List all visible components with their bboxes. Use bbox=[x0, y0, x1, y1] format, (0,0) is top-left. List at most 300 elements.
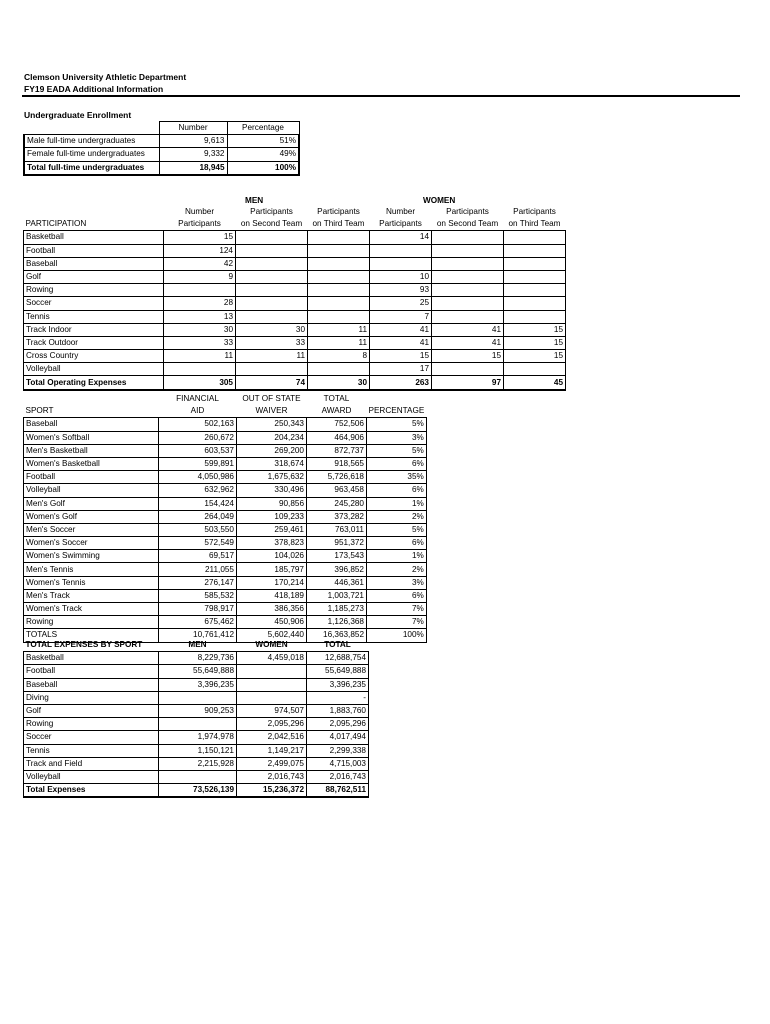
aid-value: 5% bbox=[367, 523, 427, 536]
expenses-value: 2,016,743 bbox=[237, 770, 307, 783]
participation-value: 97 bbox=[432, 376, 504, 390]
aid-row bbox=[24, 444, 427, 457]
aid-value: 7% bbox=[367, 616, 427, 629]
participation-sport: Track Outdoor bbox=[24, 336, 164, 349]
aid-value: 918,565 bbox=[307, 457, 367, 470]
enrollment-pct: 49% bbox=[227, 148, 299, 161]
aid-sport: Women's Soccer bbox=[24, 537, 159, 550]
aid-header-top bbox=[367, 393, 427, 405]
aid-value: 245,280 bbox=[307, 497, 367, 510]
expenses-value bbox=[159, 718, 237, 731]
participation-value bbox=[308, 310, 370, 323]
participation-value bbox=[308, 244, 370, 257]
aid-value: 1% bbox=[367, 497, 427, 510]
participation-sport: Total Operating Expenses bbox=[24, 376, 164, 390]
participation-value bbox=[432, 231, 504, 244]
aid-row bbox=[24, 418, 427, 431]
aid-value: 4,050,986 bbox=[159, 471, 237, 484]
blank-cell bbox=[24, 122, 159, 135]
participation-value: 15 bbox=[504, 350, 566, 363]
aid-sport: Football bbox=[24, 471, 159, 484]
expenses-value: 1,150,121 bbox=[159, 744, 237, 757]
participation-value bbox=[432, 244, 504, 257]
enrollment-label: Male full-time undergraduates bbox=[24, 135, 159, 148]
participation-sport: Cross Country bbox=[24, 350, 164, 363]
aid-sport: Women's Swimming bbox=[24, 550, 159, 563]
aid-value: 446,361 bbox=[307, 576, 367, 589]
participation-header-top: Participants bbox=[446, 207, 489, 217]
aid-value: 185,797 bbox=[237, 563, 307, 576]
expenses-header: WOMEN bbox=[255, 640, 288, 650]
participation-value bbox=[504, 257, 566, 270]
aid-value: 69,517 bbox=[159, 550, 237, 563]
expenses-header: TOTAL bbox=[324, 640, 351, 650]
participation-value bbox=[164, 363, 236, 376]
expenses-header: MEN bbox=[188, 640, 207, 650]
aid-sport: TOTALS bbox=[24, 629, 159, 642]
aid-value: 1,185,273 bbox=[307, 603, 367, 616]
enrollment-row bbox=[24, 161, 299, 175]
participation-value: 41 bbox=[370, 323, 432, 336]
aid-sport: Women's Tennis bbox=[24, 576, 159, 589]
report-title: Clemson University Athletic Department bbox=[24, 72, 187, 82]
participation-value bbox=[236, 257, 308, 270]
aid-value: 16,363,852 bbox=[307, 629, 367, 642]
aid-value: 373,282 bbox=[307, 510, 367, 523]
expenses-sport: Soccer bbox=[24, 731, 159, 744]
participation-value: 93 bbox=[370, 284, 432, 297]
aid-value: 632,962 bbox=[159, 484, 237, 497]
aid-value: 5% bbox=[367, 444, 427, 457]
participation-value bbox=[370, 244, 432, 257]
financial-aid-table bbox=[23, 393, 427, 643]
expenses-value: 1,883,760 bbox=[307, 704, 369, 717]
participation-sport: Track Indoor bbox=[24, 323, 164, 336]
aid-row bbox=[24, 431, 427, 444]
participation-value: 15 bbox=[504, 323, 566, 336]
expenses-value bbox=[159, 691, 237, 704]
participation-value: 30 bbox=[308, 376, 370, 390]
aid-value: 386,356 bbox=[237, 603, 307, 616]
aid-value: 951,372 bbox=[307, 537, 367, 550]
expenses-sport: Tennis bbox=[24, 744, 159, 757]
expenses-value bbox=[237, 678, 307, 691]
enrollment-number: 18,945 bbox=[159, 161, 227, 175]
aid-value: 963,458 bbox=[307, 484, 367, 497]
aid-value: 418,189 bbox=[237, 589, 307, 602]
enrollment-number: 9,332 bbox=[159, 148, 227, 161]
aid-sport: Baseball bbox=[24, 418, 159, 431]
report-subtitle: FY19 EADA Additional Information bbox=[24, 84, 164, 94]
expenses-value bbox=[159, 770, 237, 783]
participation-value: 30 bbox=[236, 323, 308, 336]
aid-header-top: TOTAL bbox=[323, 394, 350, 404]
participation-value: 30 bbox=[164, 323, 236, 336]
aid-header-bottom: AID bbox=[190, 406, 205, 416]
participation-row bbox=[24, 270, 566, 283]
participation-header-top: Participants bbox=[250, 207, 293, 217]
aid-row bbox=[24, 603, 427, 616]
expenses-value: 2,095,296 bbox=[307, 718, 369, 731]
participation-header-bottom: Participants bbox=[178, 219, 221, 229]
aid-value: 1% bbox=[367, 550, 427, 563]
expenses-value: 12,688,754 bbox=[307, 652, 369, 665]
participation-row bbox=[24, 350, 566, 363]
expenses-row bbox=[24, 691, 369, 704]
men-group-label: MEN bbox=[245, 196, 264, 205]
aid-value: 464,906 bbox=[307, 431, 367, 444]
aid-row bbox=[24, 510, 427, 523]
aid-value: 5% bbox=[367, 418, 427, 431]
expenses-row bbox=[24, 731, 369, 744]
expenses-value bbox=[237, 665, 307, 678]
expenses-row bbox=[24, 665, 369, 678]
aid-value: 872,737 bbox=[307, 444, 367, 457]
expenses-value: 2,215,928 bbox=[159, 757, 237, 770]
expenses-value: 909,253 bbox=[159, 704, 237, 717]
blank-cell bbox=[24, 206, 164, 218]
expenses-title: TOTAL EXPENSES BY SPORT bbox=[25, 640, 143, 650]
expenses-sport: Track and Field bbox=[24, 757, 159, 770]
expenses-value: 88,762,511 bbox=[307, 784, 369, 798]
aid-value: 450,906 bbox=[237, 616, 307, 629]
expenses-value: 4,459,018 bbox=[237, 652, 307, 665]
enrollment-number: 9,613 bbox=[159, 135, 227, 148]
aid-value: 276,147 bbox=[159, 576, 237, 589]
participation-row bbox=[24, 297, 566, 310]
expenses-value: 2,299,338 bbox=[307, 744, 369, 757]
aid-row bbox=[24, 589, 427, 602]
aid-title: SPORT bbox=[25, 406, 54, 416]
participation-value bbox=[504, 270, 566, 283]
participation-sport: Tennis bbox=[24, 310, 164, 323]
participation-header-bottom: Participants bbox=[379, 219, 422, 229]
participation-value bbox=[504, 310, 566, 323]
aid-row bbox=[24, 457, 427, 470]
aid-value: 5,602,440 bbox=[237, 629, 307, 642]
participation-value: 15 bbox=[164, 231, 236, 244]
aid-value: 104,026 bbox=[237, 550, 307, 563]
enrollment-header-row bbox=[24, 122, 299, 135]
participation-value: 41 bbox=[432, 323, 504, 336]
aid-value: 10,761,412 bbox=[159, 629, 237, 642]
participation-header-row-2 bbox=[24, 218, 566, 231]
aid-value: 6% bbox=[367, 484, 427, 497]
expenses-sport: Football bbox=[24, 665, 159, 678]
expenses-value: 2,095,296 bbox=[237, 718, 307, 731]
aid-sport: Men's Soccer bbox=[24, 523, 159, 536]
aid-value: 109,233 bbox=[237, 510, 307, 523]
aid-value: 2% bbox=[367, 563, 427, 576]
participation-title: PARTICIPATION bbox=[25, 219, 87, 229]
participation-value bbox=[504, 297, 566, 310]
expenses-value: 974,507 bbox=[237, 704, 307, 717]
participation-sport: Football bbox=[24, 244, 164, 257]
aid-value: 250,343 bbox=[237, 418, 307, 431]
participation-value bbox=[164, 284, 236, 297]
participation-value bbox=[308, 231, 370, 244]
expenses-value: 4,715,003 bbox=[307, 757, 369, 770]
expenses-row bbox=[24, 744, 369, 757]
participation-value: 15 bbox=[432, 350, 504, 363]
participation-header-bottom: on Second Team bbox=[436, 219, 499, 229]
aid-header-bottom: WAIVER bbox=[255, 406, 288, 416]
participation-value bbox=[432, 363, 504, 376]
participation-value: 74 bbox=[236, 376, 308, 390]
aid-sport: Rowing bbox=[24, 616, 159, 629]
aid-value: 6% bbox=[367, 589, 427, 602]
participation-value bbox=[504, 284, 566, 297]
aid-value: 763,011 bbox=[307, 523, 367, 536]
participation-value: 11 bbox=[308, 336, 370, 349]
participation-value: 13 bbox=[164, 310, 236, 323]
enrollment-pct: 51% bbox=[227, 135, 299, 148]
aid-value: 35% bbox=[367, 471, 427, 484]
participation-header-top: Number bbox=[385, 207, 416, 217]
participation-header-bottom: on Third Team bbox=[508, 219, 561, 229]
expenses-row bbox=[24, 718, 369, 731]
aid-value: 269,200 bbox=[237, 444, 307, 457]
aid-value: 675,462 bbox=[159, 616, 237, 629]
expenses-value: 2,042,516 bbox=[237, 731, 307, 744]
expenses-row bbox=[24, 784, 369, 798]
participation-value: 33 bbox=[164, 336, 236, 349]
aid-sport: Women's Basketball bbox=[24, 457, 159, 470]
expenses-row bbox=[24, 757, 369, 770]
participation-value: 28 bbox=[164, 297, 236, 310]
participation-sport: Golf bbox=[24, 270, 164, 283]
enrollment-pct: 100% bbox=[227, 161, 299, 175]
aid-value: 1,126,368 bbox=[307, 616, 367, 629]
participation-table bbox=[23, 206, 566, 391]
expenses-sport: Golf bbox=[24, 704, 159, 717]
participation-value bbox=[308, 363, 370, 376]
participation-value: 9 bbox=[164, 270, 236, 283]
participation-sport: Volleyball bbox=[24, 363, 164, 376]
expenses-sport: Baseball bbox=[24, 678, 159, 691]
aid-row bbox=[24, 537, 427, 550]
participation-value: 305 bbox=[164, 376, 236, 390]
aid-value: 6% bbox=[367, 537, 427, 550]
participation-row bbox=[24, 284, 566, 297]
expenses-row bbox=[24, 652, 369, 665]
aid-header-row-2 bbox=[24, 405, 427, 418]
blank-cell bbox=[24, 393, 159, 405]
aid-value: 585,532 bbox=[159, 589, 237, 602]
aid-header-bottom: AWARD bbox=[321, 406, 352, 416]
aid-sport: Volleyball bbox=[24, 484, 159, 497]
expenses-value: 2,016,743 bbox=[307, 770, 369, 783]
expenses-value bbox=[237, 691, 307, 704]
participation-row bbox=[24, 244, 566, 257]
aid-row bbox=[24, 471, 427, 484]
expenses-row bbox=[24, 704, 369, 717]
aid-value: 90,856 bbox=[237, 497, 307, 510]
aid-value: 2% bbox=[367, 510, 427, 523]
col-number: Number bbox=[159, 122, 227, 135]
participation-row bbox=[24, 323, 566, 336]
header-divider bbox=[22, 95, 740, 97]
participation-header-top: Participants bbox=[513, 207, 556, 217]
aid-value: 211,055 bbox=[159, 563, 237, 576]
aid-value: 7% bbox=[367, 603, 427, 616]
aid-sport: Women's Softball bbox=[24, 431, 159, 444]
aid-sport: Women's Track bbox=[24, 603, 159, 616]
aid-value: 260,672 bbox=[159, 431, 237, 444]
aid-row bbox=[24, 563, 427, 576]
aid-row bbox=[24, 576, 427, 589]
women-group-label: WOMEN bbox=[423, 196, 456, 205]
expenses-sport: Rowing bbox=[24, 718, 159, 731]
participation-value bbox=[236, 270, 308, 283]
participation-value: 17 bbox=[370, 363, 432, 376]
aid-value: 798,917 bbox=[159, 603, 237, 616]
participation-value bbox=[236, 297, 308, 310]
aid-value: 502,163 bbox=[159, 418, 237, 431]
aid-value: 6% bbox=[367, 457, 427, 470]
aid-row bbox=[24, 550, 427, 563]
expenses-value: 3,396,235 bbox=[159, 678, 237, 691]
expenses-row bbox=[24, 770, 369, 783]
aid-value: 572,549 bbox=[159, 537, 237, 550]
aid-value: 378,823 bbox=[237, 537, 307, 550]
enrollment-table bbox=[23, 121, 300, 176]
aid-value: 318,674 bbox=[237, 457, 307, 470]
participation-value bbox=[308, 284, 370, 297]
aid-sport: Men's Tennis bbox=[24, 563, 159, 576]
participation-value bbox=[504, 363, 566, 376]
participation-value bbox=[236, 310, 308, 323]
expenses-sport: Basketball bbox=[24, 652, 159, 665]
aid-row bbox=[24, 616, 427, 629]
participation-value: 10 bbox=[370, 270, 432, 283]
participation-value bbox=[308, 270, 370, 283]
aid-value: 173,543 bbox=[307, 550, 367, 563]
participation-value bbox=[308, 257, 370, 270]
participation-value: 8 bbox=[308, 350, 370, 363]
aid-header-bottom: PERCENTAGE bbox=[368, 406, 425, 416]
aid-value: 330,496 bbox=[237, 484, 307, 497]
participation-value bbox=[504, 231, 566, 244]
expenses-value: 2,499,075 bbox=[237, 757, 307, 770]
aid-row bbox=[24, 497, 427, 510]
aid-header-top: OUT OF STATE bbox=[242, 394, 301, 404]
expenses-value: 4,017,494 bbox=[307, 731, 369, 744]
enrollment-row bbox=[24, 148, 299, 161]
expenses-value: 8,229,736 bbox=[159, 652, 237, 665]
enrollment-title: Undergraduate Enrollment bbox=[24, 110, 132, 120]
participation-row bbox=[24, 376, 566, 390]
participation-sport: Soccer bbox=[24, 297, 164, 310]
participation-row bbox=[24, 310, 566, 323]
aid-value: 752,506 bbox=[307, 418, 367, 431]
participation-value: 33 bbox=[236, 336, 308, 349]
aid-value: 1,003,721 bbox=[307, 589, 367, 602]
participation-row bbox=[24, 336, 566, 349]
expenses-sport: Total Expenses bbox=[24, 784, 159, 798]
participation-value bbox=[504, 244, 566, 257]
aid-value: 3% bbox=[367, 431, 427, 444]
aid-value: 5,726,618 bbox=[307, 471, 367, 484]
aid-row bbox=[24, 484, 427, 497]
expenses-value: - bbox=[307, 691, 369, 704]
aid-sport: Men's Golf bbox=[24, 497, 159, 510]
participation-header-bottom: on Third Team bbox=[312, 219, 365, 229]
participation-value bbox=[432, 270, 504, 283]
participation-row bbox=[24, 257, 566, 270]
aid-value: 154,424 bbox=[159, 497, 237, 510]
aid-value: 264,049 bbox=[159, 510, 237, 523]
participation-value: 15 bbox=[504, 336, 566, 349]
col-percentage: Percentage bbox=[227, 122, 299, 135]
expenses-value: 1,149,217 bbox=[237, 744, 307, 757]
expenses-sport: Volleyball bbox=[24, 770, 159, 783]
participation-row bbox=[24, 231, 566, 244]
participation-sport: Baseball bbox=[24, 257, 164, 270]
participation-header-bottom: on Second Team bbox=[240, 219, 303, 229]
participation-value bbox=[308, 297, 370, 310]
participation-value bbox=[370, 257, 432, 270]
participation-value bbox=[432, 257, 504, 270]
enrollment-label: Female full-time undergraduates bbox=[24, 148, 159, 161]
participation-value: 41 bbox=[432, 336, 504, 349]
participation-value: 11 bbox=[236, 350, 308, 363]
participation-value: 45 bbox=[504, 376, 566, 390]
participation-header-top: Participants bbox=[317, 207, 360, 217]
expenses-value: 55,649,888 bbox=[307, 665, 369, 678]
aid-value: 204,234 bbox=[237, 431, 307, 444]
expenses-sport: Diving bbox=[24, 691, 159, 704]
participation-value bbox=[432, 297, 504, 310]
aid-value: 259,461 bbox=[237, 523, 307, 536]
aid-value: 599,891 bbox=[159, 457, 237, 470]
participation-header-top: Number bbox=[184, 207, 215, 217]
aid-value: 170,214 bbox=[237, 576, 307, 589]
aid-value: 396,852 bbox=[307, 563, 367, 576]
aid-value: 603,537 bbox=[159, 444, 237, 457]
participation-value: 11 bbox=[308, 323, 370, 336]
aid-value: 3% bbox=[367, 576, 427, 589]
participation-value: 124 bbox=[164, 244, 236, 257]
participation-value bbox=[236, 244, 308, 257]
participation-sport: Rowing bbox=[24, 284, 164, 297]
participation-sport: Basketball bbox=[24, 231, 164, 244]
aid-sport: Women's Golf bbox=[24, 510, 159, 523]
aid-value: 1,675,632 bbox=[237, 471, 307, 484]
aid-header-row-1 bbox=[24, 393, 427, 405]
participation-row bbox=[24, 363, 566, 376]
expenses-row bbox=[24, 678, 369, 691]
aid-row bbox=[24, 523, 427, 536]
expenses-value: 73,526,139 bbox=[159, 784, 237, 798]
expenses-value: 1,974,978 bbox=[159, 731, 237, 744]
participation-header-row-1 bbox=[24, 206, 566, 218]
participation-value: 42 bbox=[164, 257, 236, 270]
aid-sport: Men's Track bbox=[24, 589, 159, 602]
participation-value bbox=[236, 231, 308, 244]
expenses-value: 15,236,372 bbox=[237, 784, 307, 798]
aid-header-top: FINANCIAL bbox=[176, 394, 219, 404]
participation-value bbox=[236, 284, 308, 297]
aid-value: 100% bbox=[367, 629, 427, 642]
participation-value: 15 bbox=[370, 350, 432, 363]
enrollment-label: Total full-time undergraduates bbox=[24, 161, 159, 175]
aid-value: 503,550 bbox=[159, 523, 237, 536]
participation-value: 14 bbox=[370, 231, 432, 244]
expenses-table bbox=[23, 639, 369, 798]
participation-value: 7 bbox=[370, 310, 432, 323]
participation-value: 11 bbox=[164, 350, 236, 363]
